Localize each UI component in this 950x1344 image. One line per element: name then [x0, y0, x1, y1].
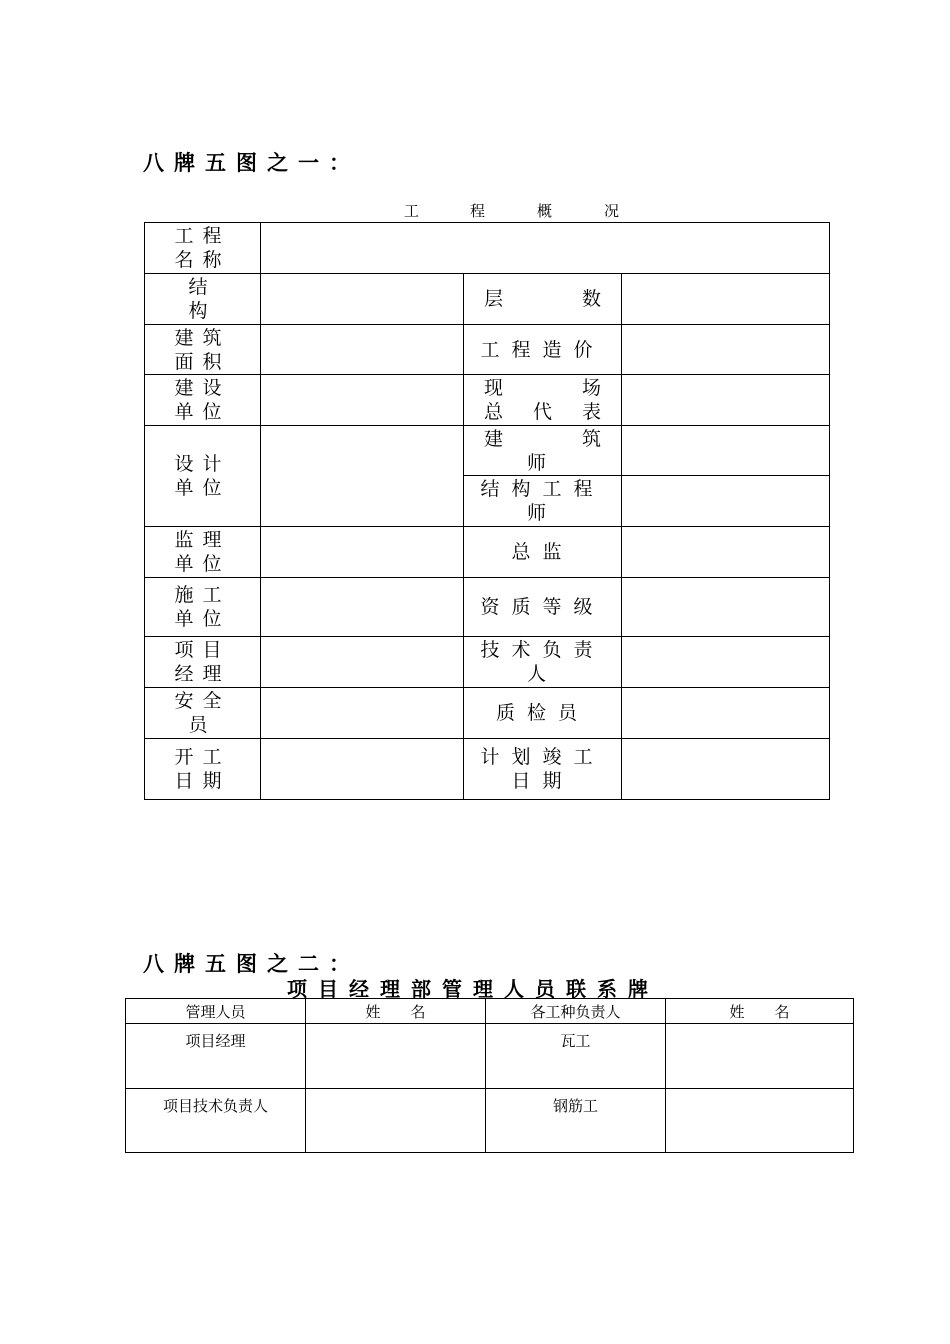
value-qc-officer[interactable] — [622, 688, 830, 739]
project-overview-table — [144, 222, 830, 800]
section2-title: 项目经理部管理人员联系牌 — [287, 977, 659, 1001]
value-start-date[interactable] — [261, 739, 464, 800]
label-project-manager: 项目 经理 — [145, 637, 261, 688]
value-project-cost[interactable] — [622, 325, 830, 375]
value-planned-completion[interactable] — [622, 739, 830, 800]
caption-char: 工 — [404, 202, 420, 220]
value-construction-unit[interactable] — [261, 375, 464, 426]
value-tech-lead[interactable] — [622, 637, 830, 688]
value-qualification[interactable] — [622, 578, 830, 637]
caption-char: 程 — [470, 202, 486, 220]
header-name: 姓 名 — [666, 999, 854, 1024]
caption-char: 况 — [604, 202, 620, 220]
staff-contact-table — [125, 998, 854, 1153]
label-building-area: 建筑 面积 — [145, 325, 261, 375]
label-design-unit: 设计 单位 — [145, 426, 261, 527]
value-design-unit[interactable] — [261, 426, 464, 527]
label-tech-lead: 技术负责 人 — [464, 637, 622, 688]
cell-name[interactable] — [666, 1089, 854, 1153]
caption-char: 概 — [537, 202, 553, 220]
label-structure: 结 构 — [145, 274, 261, 325]
value-supervision-unit[interactable] — [261, 527, 464, 578]
label-floors: 层数 — [464, 274, 622, 325]
label-chief-supervisor: 总监 — [464, 527, 622, 578]
label-project-name: 工程 名称 — [145, 223, 261, 274]
value-project-name[interactable] — [261, 223, 830, 274]
cell-trade: 瓦工 — [486, 1024, 666, 1089]
section1-heading: 八牌五图之一： — [143, 150, 360, 175]
value-structural-engineer[interactable] — [622, 476, 830, 527]
value-safety-officer[interactable] — [261, 688, 464, 739]
cell-role: 项目经理 — [126, 1024, 306, 1089]
label-structural-engineer: 结构工程 师 — [464, 476, 622, 527]
label-start-date: 开工 日期 — [145, 739, 261, 800]
value-structure[interactable] — [261, 274, 464, 325]
header-trade-lead: 各工种负责人 — [486, 999, 666, 1024]
cell-name[interactable] — [306, 1024, 486, 1089]
label-site-rep: 现场 总代表 — [464, 375, 622, 426]
value-project-manager[interactable] — [261, 637, 464, 688]
cell-name[interactable] — [666, 1024, 854, 1089]
table1-caption — [404, 200, 624, 220]
label-qualification: 资质等级 — [464, 578, 622, 637]
value-site-rep[interactable] — [622, 375, 830, 426]
label-architect: 建筑 师 — [464, 426, 622, 476]
value-floors[interactable] — [622, 274, 830, 325]
value-building-area[interactable] — [261, 325, 464, 375]
cell-name[interactable] — [306, 1089, 486, 1153]
label-contractor: 施工 单位 — [145, 578, 261, 637]
label-safety-officer: 安全 员 — [145, 688, 261, 739]
value-chief-supervisor[interactable] — [622, 527, 830, 578]
cell-trade: 钢筋工 — [486, 1089, 666, 1153]
header-name: 姓 名 — [306, 999, 486, 1024]
label-planned-completion: 计划竣工 日期 — [464, 739, 622, 800]
value-architect[interactable] — [622, 426, 830, 476]
section2-heading: 八牌五图之二： — [143, 951, 360, 976]
value-contractor[interactable] — [261, 578, 464, 637]
label-construction-unit: 建设 单位 — [145, 375, 261, 426]
cell-role: 项目技术负责人 — [126, 1089, 306, 1153]
label-project-cost: 工程造价 — [464, 325, 622, 375]
label-supervision-unit: 监理 单位 — [145, 527, 261, 578]
label-qc-officer: 质检员 — [464, 688, 622, 739]
header-staff: 管理人员 — [126, 999, 306, 1024]
